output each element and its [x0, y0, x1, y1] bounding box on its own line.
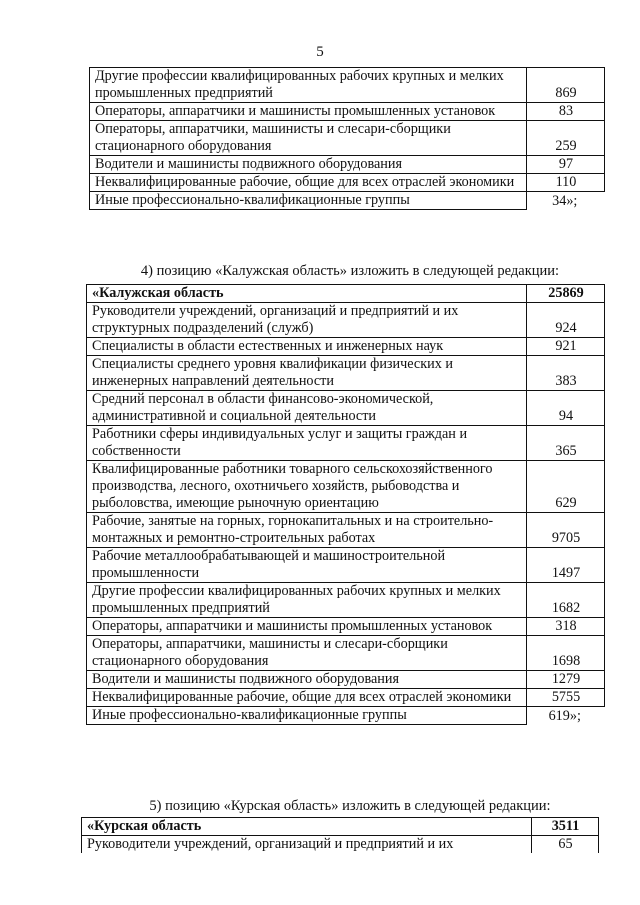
table-header-row [87, 285, 605, 303]
occupation-name: Неквалифицированные рабочие, общие для всех отраслей экономики [87, 689, 527, 707]
region-total: 25869 [527, 285, 605, 303]
table-row [90, 68, 605, 103]
table-header-row [82, 818, 599, 836]
occupation-name: Иные профессионально-квалификационные группы [90, 192, 527, 210]
occupation-name: Специалисты среднего уровня квалификации физических и инженерных направлений деятельности [87, 356, 527, 391]
occupation-count: 1698 [527, 636, 605, 671]
table-row [90, 156, 605, 174]
occupation-count: 94 [527, 391, 605, 426]
occupation-name: Работники сферы индивидуальных услуг и защиты граждан и собственности [87, 426, 527, 461]
table-row [90, 103, 605, 121]
occupation-name: Руководители учреждений, организаций и предприятий и их [82, 836, 532, 854]
occupation-count: 259 [527, 121, 605, 156]
occupation-name: Операторы, аппаратчики, машинисты и слесари-сборщики стационарного оборудования [87, 636, 527, 671]
occupation-count: 110 [527, 174, 605, 192]
occupation-count: 1497 [527, 548, 605, 583]
table-row [87, 636, 605, 671]
occupation-name: Другие профессии квалифицированных рабочих крупных и мелких промышленных предприятий [90, 68, 527, 103]
occupation-count: 9705 [527, 513, 605, 548]
occupation-name: Рабочие металлообрабатывающей и машиностроительной промышленности [87, 548, 527, 583]
kursk-instruction: 5) позицию «Курская область» изложить в следующей редакции: [149, 798, 551, 814]
occupation-name: Средний персонал в области финансово-экономической, административной и социальной деятельности [87, 391, 527, 426]
table-row [87, 391, 605, 426]
occupation-count: 97 [527, 156, 605, 174]
kaluga-instruction: 4) позицию «Калужская область» изложить в следующей редакции: [140, 263, 560, 279]
table-row [90, 192, 605, 210]
table-row [87, 671, 605, 689]
occupation-count: 65 [532, 836, 599, 854]
page-number: 5 [316, 44, 324, 60]
occupation-count: 924 [527, 303, 605, 338]
table-row [87, 689, 605, 707]
occupation-name: Неквалифицированные рабочие, общие для всех отраслей экономики [90, 174, 527, 192]
occupation-count: 1279 [527, 671, 605, 689]
occupation-name: Операторы, аппаратчики, машинисты и слесари-сборщики стационарного оборудования [90, 121, 527, 156]
table-row [87, 583, 605, 618]
occupation-count: 365 [527, 426, 605, 461]
occupation-count: 34»; [527, 192, 605, 210]
table-row [87, 548, 605, 583]
table-row [87, 513, 605, 548]
table-row [87, 338, 605, 356]
occupation-count: 383 [527, 356, 605, 391]
occupation-name: Операторы, аппаратчики и машинисты промышленных установок [90, 103, 527, 121]
occupation-name: Водители и машинисты подвижного оборудования [90, 156, 527, 174]
occupation-name: Иные профессионально-квалификационные группы [87, 707, 527, 725]
table-row [90, 174, 605, 192]
occupation-count: 869 [527, 68, 605, 103]
kursk-table [81, 817, 599, 853]
occupation-name: Специалисты в области естественных и инженерных наук [87, 338, 527, 356]
occupation-count: 83 [527, 103, 605, 121]
occupation-count: 318 [527, 618, 605, 636]
region-name: «Калужская область [87, 285, 527, 303]
occupation-name: Руководители учреждений, организаций и предприятий и их структурных подразделений (служб) [87, 303, 527, 338]
occupation-count: 921 [527, 338, 605, 356]
table-row [90, 121, 605, 156]
occupation-count: 1682 [527, 583, 605, 618]
occupation-name: Операторы, аппаратчики и машинисты промышленных установок [87, 618, 527, 636]
occupation-table-continued [89, 67, 605, 210]
table-row [82, 836, 599, 854]
table-row [87, 618, 605, 636]
table-row [87, 356, 605, 391]
occupation-count: 629 [527, 461, 605, 513]
occupation-count: 619»; [527, 707, 605, 725]
occupation-name: Водители и машинисты подвижного оборудования [87, 671, 527, 689]
table-row [87, 461, 605, 513]
kaluga-table [86, 284, 605, 725]
table-row [87, 426, 605, 461]
occupation-name: Рабочие, занятые на горных, горнокапитальных и на строительно-монтажных и ремонтно-строительных работах [87, 513, 527, 548]
table-row [87, 707, 605, 725]
occupation-count: 5755 [527, 689, 605, 707]
region-name: «Курская область [82, 818, 532, 836]
region-total: 3511 [532, 818, 599, 836]
table-row [87, 303, 605, 338]
occupation-name: Квалифицированные работники товарного сельскохозяйственного производства, лесного, охотничьего хозяйств, рыбоводства и рыболовства, имеющие рыночную ориентацию [87, 461, 527, 513]
occupation-name: Другие профессии квалифицированных рабочих крупных и мелких промышленных предприятий [87, 583, 527, 618]
